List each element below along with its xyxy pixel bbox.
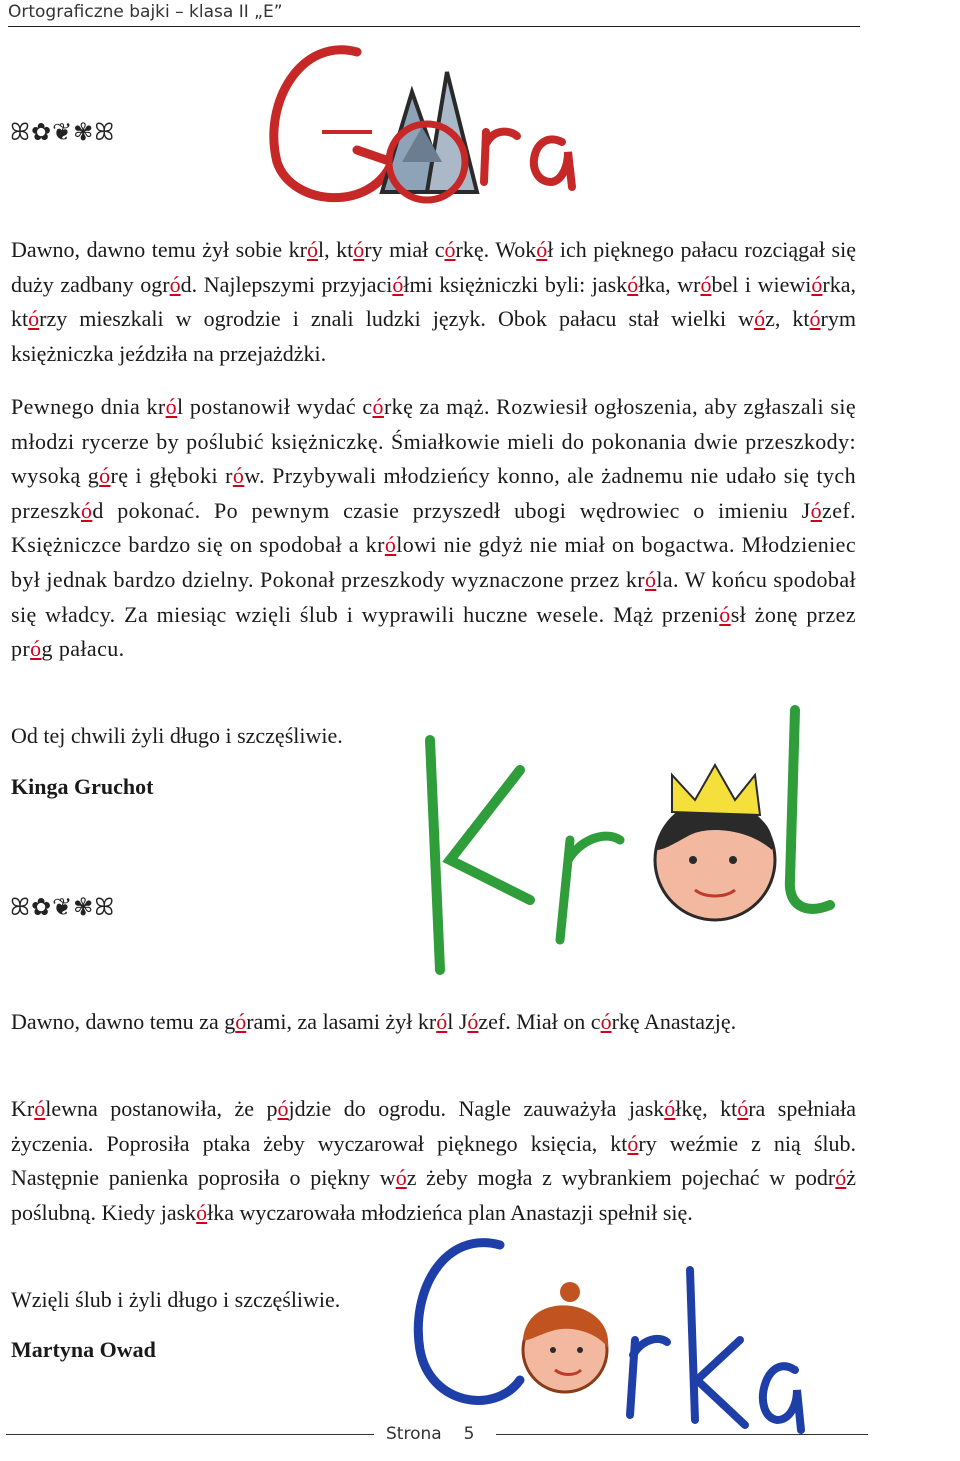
text-segment: la. W końcu spodobał się władcy. Za miesiąc wzięli ślub i wyprawili huczne wesele. Mąż przeni [11,566,856,627]
text-segment: lowi nie gdyż nie miał on bogactwa. Młodzieniec był jednak bardzo dzielny. Pokonał przeszkody wyznaczone przez kr [11,532,856,592]
highlighted-letter: ó [700,271,712,297]
highlighted-letter: ó [809,306,821,332]
text-segment: rami, za lasami żył kr [246,1009,437,1034]
highlighted-letter: ó [196,1199,208,1225]
highlighted-letter: ó [600,1009,612,1034]
page-footer [386,1424,475,1444]
highlighted-letter: ó [99,463,111,489]
highlighted-letter: ó [754,306,766,332]
text-segment: łkę, kt [675,1096,738,1121]
highlighted-letter: ó [664,1096,676,1121]
text-segment: Wzięli ślub i żyli długo i szczęśliwie. [11,1287,341,1312]
text-segment: rkę Anastazję. [611,1009,737,1034]
highlighted-letter: ó [384,532,397,558]
story2-paragraph-2 [11,1092,856,1230]
text-segment: bel i wiewi [711,271,812,297]
highlighted-letter: ó [34,1096,46,1121]
text-segment: łka, wr [638,271,701,297]
highlighted-letter: ó [392,271,404,297]
highlighted-letter: ó [277,1096,289,1121]
text-segment: zef. Miał on c [478,1009,601,1034]
highlighted-letter: ó [30,636,42,662]
text-segment: l, kt [317,237,354,262]
highlighted-letter: ó [536,237,548,262]
highlighted-letter: ó [810,497,823,523]
page-number: 5 [463,1424,475,1444]
text-segment: Od tej chwili żyli długo i szczęśliwie. [11,723,343,748]
text-segment: lewna postanowiła, że p [45,1096,278,1121]
highlighted-letter: ó [835,1165,847,1191]
highlighted-letter: ó [811,271,823,297]
text-segment: Kr [11,1096,35,1121]
footer-rule-right [496,1434,868,1435]
text-segment: ż poślubną. Kiedy jask [11,1165,856,1225]
krol-drawing [410,700,870,975]
story2-author: Martyna Owad [11,1337,156,1362]
text-segment: d pokonać. Po pewnym czasie przyszedł ubogi wędrowiec o imieniu J [92,497,811,523]
story1-author: Kinga Gruchot [11,774,154,799]
text-segment: Dawno, dawno temu za g [11,1009,236,1034]
highlighted-letter: ó [627,271,639,297]
highlighted-letter: ó [306,237,318,262]
text-segment: w. Przybywali młodzieńcy konno, ale żadnemu nie udało się tych przeszk [11,463,856,523]
text-segment: rę i głęboki r [110,463,233,489]
text-segment: łka wyczarowała młodzieńca plan Anastazji spełnił się. [207,1199,693,1225]
text-segment: sł żonę przez pr [11,601,856,662]
highlighted-letter: ó [232,463,245,489]
story1-paragraph-2 [11,390,856,667]
highlighted-letter: ó [169,271,181,297]
text-segment: ł ich pięknego pałacu rozciągał się duży zadbany ogr [11,237,856,297]
text-segment: rka, kt [11,271,856,332]
text-segment: ry weźmie z nią ślub. Następnie panienka poprosiła o piękny w [11,1130,856,1191]
highlighted-letter: ó [395,1165,407,1191]
gora-drawing [262,32,582,217]
corka-drawing [405,1230,805,1440]
text-segment: rkę. Wok [455,237,537,262]
text-segment: Pewnego dnia kr [11,394,166,419]
text-segment: z, kt [765,306,810,332]
text-segment: zef. Księżniczce bardzo się on spodobał a kr [11,497,856,558]
story2-paragraph-1 [11,1005,856,1040]
text-segment: l postanowił wydać c [177,394,373,419]
text-segment: g pałacu. [41,636,125,662]
text-segment: d. Najlepszymi przyjaci [180,271,393,297]
highlighted-letter: ó [627,1130,639,1156]
highlighted-letter: ó [235,1009,247,1034]
story1-paragraph-1 [11,233,856,371]
ornament-divider-2: ꕤ✿❦✾ꕤ [10,893,116,921]
highlighted-letter: ó [444,237,456,262]
highlighted-letter: ó [436,1009,448,1034]
text-segment: łmi księżniczki byli: jask [403,271,628,297]
text-segment: Dawno, dawno temu żył sobie kr [11,237,307,262]
text-segment: rkę za mąż. Rozwiesił ogłoszenia, aby zgłaszali się młodzi rycerze by poślubić księżniczkę. Śmiałkowie mieli do pokonania dwie przeszkody: wysoką g [11,394,856,489]
highlighted-letter: ó [28,306,40,332]
highlighted-letter: ó [737,1096,749,1121]
footer-rule-left [6,1434,374,1435]
text-segment: z żeby mogła z wybrankiem pojechać w podr [406,1165,836,1191]
page-header [8,0,860,27]
text-segment: rzy mieszkali w ogrodzie i znali ludzki język. Obok pałacu stał wielki w [39,306,755,332]
text-segment: ra spełniała życzenia. Poprosiła ptaka żeby wyczarował pięknego księcia, kt [11,1096,856,1156]
highlighted-letter: ó [644,566,657,592]
text-segment: rym księżniczka jeździła na przejażdżki. [11,306,856,366]
highlighted-letter: ó [80,497,93,523]
text-segment: l J [447,1009,468,1034]
highlighted-letter: ó [467,1009,479,1034]
highlighted-letter: ó [165,394,178,419]
header-title: Ortograficzne bajki – klasa II „E” [8,2,283,22]
ornament-divider: ꕤ✿❦✾ꕤ [10,118,116,146]
text-segment: jdzie do ogrodu. Nagle zauważyła jask [288,1096,665,1121]
highlighted-letter: ó [353,237,365,262]
highlighted-letter: ó [719,601,731,627]
text-segment: ry miał c [364,237,445,262]
footer-label: Strona [386,1424,442,1444]
highlighted-letter: ó [372,394,384,419]
